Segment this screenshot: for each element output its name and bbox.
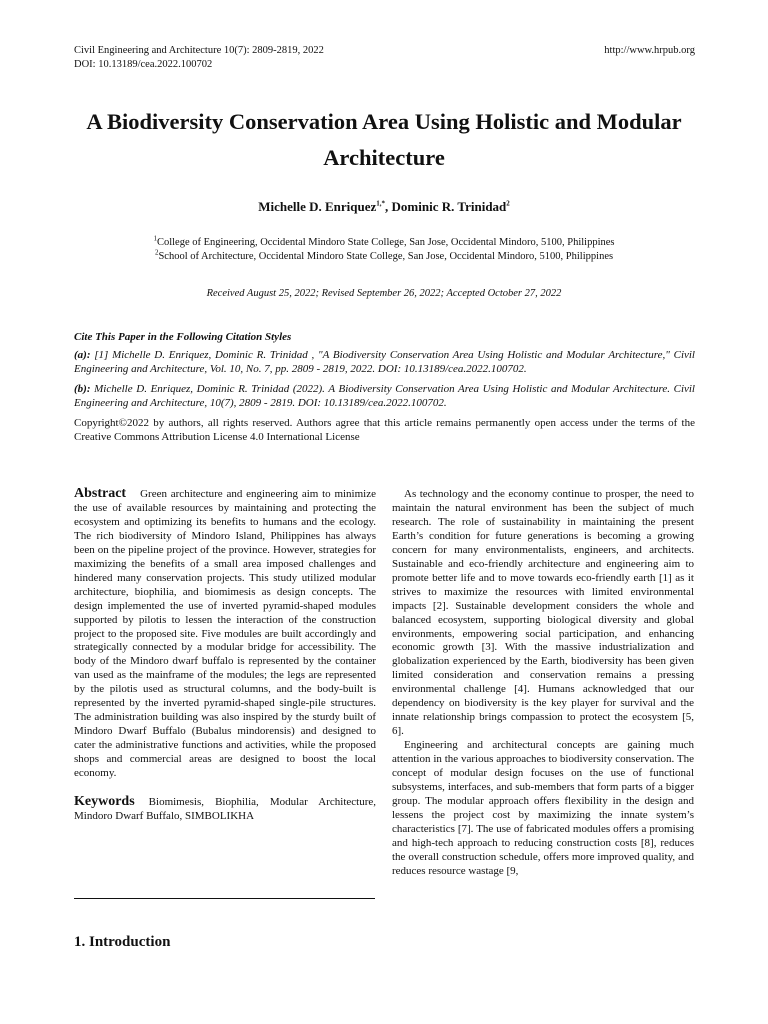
author-affil-mark: 1,* bbox=[376, 199, 386, 208]
received-dates: Received August 25, 2022; Revised September 26, 2022; Accepted October 27, 2022 bbox=[206, 288, 562, 299]
body-paragraph: Engineering and architectural concepts are gaining much attention in the various approaches to biodiversity conservation. The concept of modular design focuses on the use of functional subsystems, interfaces, and sub-members that form parts of a bigger group. The modular approach offers flexibility in the design and lessens the project cost by maximizing the innate system’s characteristics [7]. The use of fabricated modules offers a promising and high-tech approach to reducing construction costs [8], reduces the overall construction schedule, offers more improved quality, and reduces resource wastage [9, bbox=[392, 739, 694, 877]
keywords bbox=[74, 795, 376, 824]
citation-label: (b): bbox=[74, 383, 91, 395]
abstract bbox=[74, 487, 376, 781]
paper-title: A Biodiversity Conservation Area Using Holistic and Modular Architecture bbox=[86, 109, 682, 170]
citation-heading: Cite This Paper in the Following Citation Styles bbox=[74, 331, 292, 343]
abstract-text: Green architecture and engineering aim to minimize the use of available resources by maintaining and protecting the ecosystem and optimizing its benefits to humans and the ecology. The rich biodiversity of Mindoro Island, Philippines has always been on the pipeline project of the province. However, strategies for maximizing the benefits of a small area imposed challenges and hindered many conservation projects. This study utilized modular architecture, biophilia, and biomimesis as design concepts. The design implemented the use of inverted pyramid-shaped modules supported by pilotis to lessen the interaction of the construction project to the proposed site. Five modules are built accordingly and strategically connected by a modular bridge for accessibility. The body of the Mindoro dwarf buffalo is represented by the container van used as the mainframe of the modules; the legs are represented by the pilotis used as structural columns, and the body-built is represented by the inverted pyramid-shaped single-pile structures. The administration building was also inspired by the sturdy built of Mindoro Dwarf Buffalo (Bubalus mindorensis) and designed to cater the administrative functions and activities, while the proposed shops and commercial areas are designed to boost the local economy. bbox=[74, 488, 376, 780]
author-separator: , bbox=[385, 199, 392, 214]
author-name: Dominic R. Trinidad bbox=[391, 199, 507, 214]
keywords-text: Biomimesis, Biophilia, Modular Architecture, Mindoro Dwarf Buffalo, SIMBOLIKHA bbox=[74, 796, 376, 822]
affiliations bbox=[60, 236, 708, 264]
affiliation-number: 2 bbox=[154, 248, 159, 257]
journal-url[interactable]: http://www.hrpub.org bbox=[604, 45, 695, 56]
right-column bbox=[392, 488, 694, 879]
citation-label: (a): bbox=[74, 349, 91, 361]
journal-citation: Civil Engineering and Architecture 10(7): 2809-2819, 2022 bbox=[74, 45, 324, 56]
section-heading-introduction: 1. Introduction bbox=[74, 934, 171, 950]
author-affil-mark: 2 bbox=[506, 199, 510, 208]
affiliation-text: School of Architecture, Occidental Mindoro State College, San Jose, Occidental Mindoro, 5100, Philippines bbox=[158, 251, 614, 262]
citation-text: Michelle D. Enriquez, Dominic R. Trinidad (2022). A Biodiversity Conservation Area Using Holistic and Modular Architecture. Civil Engineering and Architecture, 10(7), 2809 - 2819. DOI: 10.13189/cea.2022.100702. bbox=[74, 383, 695, 409]
citation-style-b bbox=[74, 382, 695, 410]
left-column bbox=[74, 487, 376, 824]
affiliation-number: 1 bbox=[153, 234, 157, 243]
copyright-notice: Copyright©2022 by authors, all rights reserved. Authors agree that this article remains permanently open access under the terms of the Creative Commons Attribution License 4.0 International License bbox=[74, 417, 695, 443]
author-name: Michelle D. Enriquez bbox=[258, 199, 377, 214]
citation-block bbox=[74, 330, 695, 444]
abstract-heading: Abstract bbox=[74, 486, 127, 501]
affiliation bbox=[60, 250, 708, 264]
section-divider bbox=[74, 898, 375, 899]
author-list bbox=[60, 198, 708, 216]
journal-header bbox=[74, 44, 324, 72]
citation-text: [1] Michelle D. Enriquez, Dominic R. Trinidad , "A Biodiversity Conservation Area Using Holistic and Modular Architecture," Civil Engineering and Architecture, Vol. 10, No. 7, pp. 2809 - 2819, 2022. DOI: 10.13189/cea.2022.100702. bbox=[74, 349, 695, 375]
affiliation-text: College of Engineering, Occidental Mindoro State College, San Jose, Occidental Mindoro, 5100, Philippines bbox=[156, 237, 615, 248]
body-paragraph: As technology and the economy continue to prosper, the need to maintain the natural environment has been the subject of much research. The role of sustainability in maintaining the present Earth’s condition for future generations is becoming a growing concern for many environmentalists, engineers, and architects. Sustainable and eco-friendly architecture and engineering aim to promote better life and to move towards eco-friendly earth [1] as it strives to maximize the resources with limited environmental impacts [2]. Sustainable development considers the whole and balanced ecosystem, supporting biological diversity and global environments, empowering social participation, and enhancing economic growth [3]. With the massive industrialization and globalization experienced by the Earth, biodiversity has been given limited consideration and conservation remains a pressing environmental challenge [4]. Humans acknowledged that our dependency on biodiversity is the key player for survival and the innate relationship brings compassion to protect the ecosystem [5, 6]. bbox=[392, 488, 694, 738]
keywords-heading: Keywords bbox=[74, 794, 135, 810]
journal-doi: DOI: 10.13189/cea.2022.100702 bbox=[74, 59, 213, 70]
citation-style-a bbox=[74, 348, 695, 376]
